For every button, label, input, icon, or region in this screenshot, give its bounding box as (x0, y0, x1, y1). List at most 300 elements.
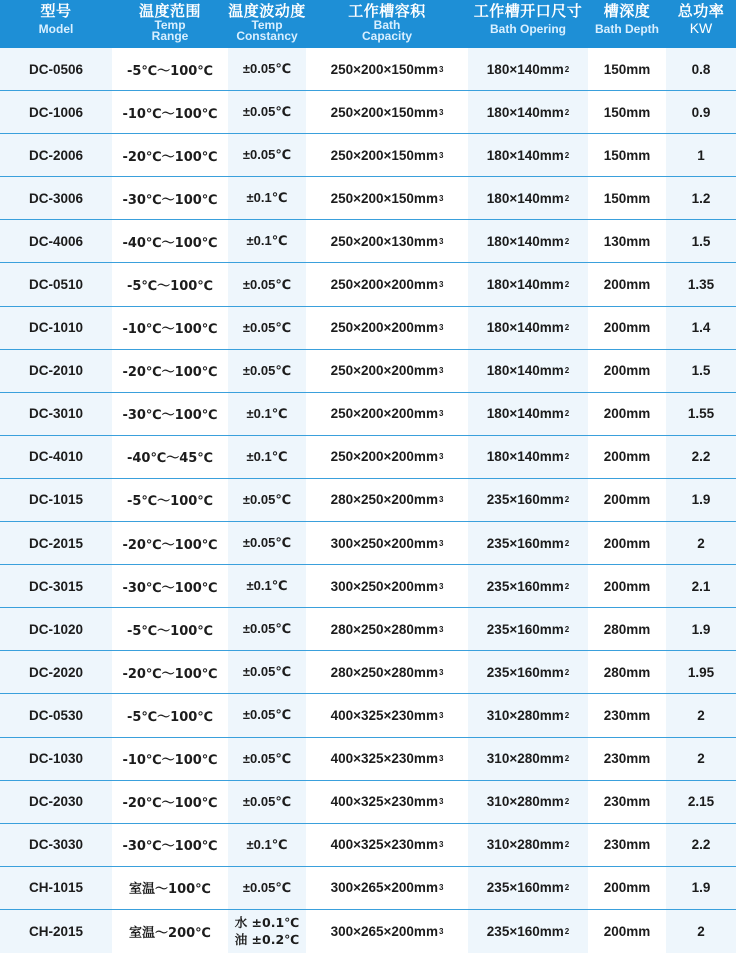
header-temp-constancy-en2: Constancy (236, 29, 298, 43)
cell-model: DC-2015 (0, 522, 112, 564)
temp-range-value: -20℃～100℃ (122, 537, 218, 553)
header-bath-capacity-en1: Bath (373, 18, 401, 32)
header-bath-opening (468, 0, 588, 48)
bath-capacity-unit-exponent: 3 (438, 64, 444, 74)
temp-range-value: -20℃～100℃ (122, 365, 218, 381)
bath-opening-value: 235×160mm (486, 621, 564, 637)
cell-bath-opening (468, 651, 588, 693)
cell-temp-range (112, 134, 228, 176)
table-row (0, 522, 736, 565)
cell-bath-opening (468, 48, 588, 90)
cell-model: DC-4006 (0, 220, 112, 262)
bath-capacity-value: 250×200×200mm (330, 406, 438, 422)
cell-bath-capacity (306, 565, 468, 607)
cell-bath-depth: 150mm (588, 91, 666, 133)
cell-power: 2 (666, 910, 736, 953)
cell-bath-opening (468, 307, 588, 349)
cell-temp-constancy: ±0.05℃ (228, 479, 306, 521)
temp-constancy-line: 水 ±0.1℃ (234, 915, 300, 931)
bath-opening-value: 310×280mm (486, 794, 564, 810)
bath-opening-value: 235×160mm (486, 535, 564, 551)
cell-bath-opening (468, 608, 588, 650)
cell-temp-range (112, 350, 228, 392)
cell-temp-constancy: ±0.05℃ (228, 307, 306, 349)
cell-model: DC-0530 (0, 694, 112, 736)
temp-range-value: -5℃～100℃ (126, 63, 214, 79)
cell-temp-constancy: ±0.05℃ (228, 350, 306, 392)
cell-bath-capacity (306, 867, 468, 909)
header-bath-opening-zh: 工作槽开口尺寸 (473, 2, 583, 20)
table-row (0, 263, 736, 306)
cell-temp-constancy: ±0.05℃ (228, 867, 306, 909)
bath-capacity-value: 250×200×150mm (330, 147, 438, 163)
bath-capacity-unit-exponent: 3 (438, 323, 444, 333)
cell-power: 1.4 (666, 307, 736, 349)
cell-temp-constancy: ±0.1℃ (228, 436, 306, 478)
bath-opening-unit-exponent: 2 (564, 107, 570, 117)
bath-opening-value: 180×140mm (486, 320, 564, 336)
bath-capacity-unit-exponent: 3 (438, 754, 444, 764)
cell-temp-constancy: ±0.05℃ (228, 738, 306, 780)
table-row (0, 393, 736, 436)
table-row (0, 867, 736, 910)
cell-power: 2 (666, 694, 736, 736)
temp-range-value: -30℃～100℃ (122, 839, 218, 855)
bath-opening-value: 180×140mm (486, 406, 564, 422)
bath-capacity-value: 300×250×200mm (330, 535, 438, 551)
cell-bath-capacity (306, 781, 468, 823)
bath-capacity-value: 250×200×200mm (330, 363, 438, 379)
bath-capacity-value: 400×325×230mm (330, 837, 438, 853)
cell-bath-depth: 230mm (588, 824, 666, 866)
cell-temp-constancy: ±0.05℃ (228, 48, 306, 90)
bath-opening-value: 180×140mm (486, 104, 564, 120)
cell-model: DC-2020 (0, 651, 112, 693)
cell-bath-capacity (306, 436, 468, 478)
header-model (0, 0, 112, 48)
cell-model: DC-2006 (0, 134, 112, 176)
temp-range-value: 室温～100℃ (129, 882, 211, 898)
header-bath-capacity (306, 0, 468, 48)
cell-power: 1.5 (666, 350, 736, 392)
bath-capacity-value: 400×325×230mm (330, 751, 438, 767)
bath-opening-value: 180×140mm (486, 233, 564, 249)
bath-capacity-unit-exponent: 3 (438, 409, 444, 419)
cell-bath-opening (468, 220, 588, 262)
cell-model: DC-4010 (0, 436, 112, 478)
bath-opening-value: 180×140mm (486, 190, 564, 206)
cell-bath-depth: 200mm (588, 350, 666, 392)
bath-opening-value: 310×280mm (486, 837, 564, 853)
bath-capacity-unit-exponent: 3 (438, 107, 444, 117)
cell-bath-depth: 130mm (588, 220, 666, 262)
cell-power: 1.5 (666, 220, 736, 262)
temp-range-value: -20℃～100℃ (122, 149, 218, 165)
table-header (0, 0, 736, 48)
header-bath-opening-en: Bath Opering (489, 22, 566, 36)
header-power-en: KW (689, 20, 713, 36)
cell-bath-depth: 150mm (588, 177, 666, 219)
bath-capacity-unit-exponent: 3 (438, 236, 444, 246)
header-bath-capacity-zh: 工作槽容积 (348, 2, 426, 20)
bath-capacity-value: 250×200×130mm (330, 233, 438, 249)
bath-opening-unit-exponent: 2 (564, 926, 570, 936)
header-model-zh: 型号 (40, 2, 72, 20)
bath-opening-unit-exponent: 2 (564, 754, 570, 764)
temp-range-value: -20℃～100℃ (122, 796, 218, 812)
cell-power: 2.2 (666, 824, 736, 866)
cell-temp-constancy: ±0.05℃ (228, 781, 306, 823)
cell-bath-depth: 280mm (588, 608, 666, 650)
temp-range-value: -20℃～100℃ (122, 666, 218, 682)
cell-temp-range (112, 307, 228, 349)
cell-model: DC-0510 (0, 263, 112, 305)
bath-opening-unit-exponent: 2 (564, 64, 570, 74)
bath-opening-unit-exponent: 2 (564, 495, 570, 505)
cell-bath-opening (468, 781, 588, 823)
temp-range-value: -30℃～100℃ (122, 408, 218, 424)
bath-opening-unit-exponent: 2 (564, 409, 570, 419)
header-temp-range-zh: 温度范围 (138, 2, 201, 20)
cell-temp-constancy: ±0.1℃ (228, 565, 306, 607)
table-body (0, 48, 736, 953)
cell-temp-range (112, 393, 228, 435)
cell-bath-depth: 200mm (588, 522, 666, 564)
header-bath-depth-en: Bath Depth (595, 22, 659, 36)
temp-range-value: -10℃～100℃ (122, 106, 218, 122)
cell-power: 2.1 (666, 565, 736, 607)
cell-temp-range (112, 824, 228, 866)
cell-bath-capacity (306, 263, 468, 305)
cell-power: 1 (666, 134, 736, 176)
bath-opening-unit-exponent: 2 (564, 452, 570, 462)
bath-opening-unit-exponent: 2 (564, 236, 570, 246)
bath-capacity-unit-exponent: 3 (438, 452, 444, 462)
bath-capacity-unit-exponent: 3 (438, 667, 444, 677)
bath-opening-value: 235×160mm (486, 578, 564, 594)
cell-temp-range (112, 522, 228, 564)
cell-bath-opening (468, 824, 588, 866)
header-temp-constancy (222, 0, 312, 48)
bath-capacity-unit-exponent: 3 (438, 926, 444, 936)
bath-capacity-unit-exponent: 3 (438, 624, 444, 634)
cell-power: 1.35 (666, 263, 736, 305)
temp-range-value: -40℃～45℃ (126, 451, 214, 467)
cell-model: DC-0506 (0, 48, 112, 90)
bath-opening-unit-exponent: 2 (564, 150, 570, 160)
cell-bath-depth: 200mm (588, 393, 666, 435)
cell-temp-range (112, 479, 228, 521)
bath-capacity-value: 300×250×200mm (330, 578, 438, 594)
cell-power: 0.8 (666, 48, 736, 90)
cell-temp-constancy: ±0.1℃ (228, 824, 306, 866)
cell-bath-depth: 230mm (588, 781, 666, 823)
header-temp-range-en2: Range (151, 29, 189, 43)
table-row (0, 307, 736, 350)
bath-capacity-unit-exponent: 3 (438, 797, 444, 807)
cell-model: DC-3006 (0, 177, 112, 219)
table-row (0, 134, 736, 177)
cell-bath-opening (468, 565, 588, 607)
table-row (0, 608, 736, 651)
bath-opening-unit-exponent: 2 (564, 840, 570, 850)
header-temp-constancy-en1: Temp (251, 18, 283, 32)
bath-capacity-unit-exponent: 3 (438, 280, 444, 290)
bath-capacity-unit-exponent: 3 (438, 840, 444, 850)
header-bath-depth-zh: 槽深度 (603, 2, 651, 20)
cell-bath-capacity (306, 910, 468, 953)
cell-model: DC-3010 (0, 393, 112, 435)
temp-range-value: -30℃～100℃ (122, 192, 218, 208)
cell-temp-constancy: ±0.05℃ (228, 263, 306, 305)
bath-opening-unit-exponent: 2 (564, 538, 570, 548)
cell-bath-opening (468, 479, 588, 521)
bath-opening-value: 235×160mm (486, 664, 564, 680)
temp-range-value: -5℃～100℃ (126, 279, 214, 295)
temp-range-value: -30℃～100℃ (122, 580, 218, 596)
bath-opening-value: 180×140mm (486, 449, 564, 465)
temp-range-value: -5℃～100℃ (126, 494, 214, 510)
header-power-zh: 总功率 (677, 2, 725, 20)
cell-bath-capacity (306, 824, 468, 866)
cell-power: 0.9 (666, 91, 736, 133)
cell-bath-opening (468, 350, 588, 392)
cell-power: 1.9 (666, 608, 736, 650)
cell-power: 2 (666, 522, 736, 564)
cell-temp-range (112, 867, 228, 909)
bath-opening-unit-exponent: 2 (564, 883, 570, 893)
bath-capacity-value: 250×200×200mm (330, 320, 438, 336)
cell-model: DC-2010 (0, 350, 112, 392)
bath-capacity-unit-exponent: 3 (438, 710, 444, 720)
bath-opening-value: 235×160mm (486, 923, 564, 939)
header-temp-range (112, 0, 228, 48)
table-row (0, 350, 736, 393)
cell-temp-range (112, 781, 228, 823)
bath-capacity-value: 300×265×200mm (330, 880, 438, 896)
header-power (666, 0, 736, 48)
cell-temp-range (112, 608, 228, 650)
cell-bath-capacity (306, 479, 468, 521)
cell-temp-range (112, 910, 228, 953)
bath-opening-unit-exponent: 2 (564, 581, 570, 591)
cell-temp-constancy: ±0.05℃ (228, 522, 306, 564)
cell-bath-capacity (306, 694, 468, 736)
bath-capacity-value: 280×250×280mm (330, 621, 438, 637)
cell-bath-opening (468, 393, 588, 435)
cell-bath-depth: 200mm (588, 867, 666, 909)
cell-bath-depth: 200mm (588, 436, 666, 478)
cell-bath-capacity (306, 220, 468, 262)
header-temp-constancy-zh: 温度波动度 (228, 2, 306, 20)
bath-opening-unit-exponent: 2 (564, 366, 570, 376)
cell-temp-constancy: ±0.05℃ (228, 91, 306, 133)
cell-bath-opening (468, 867, 588, 909)
bath-opening-unit-exponent: 2 (564, 667, 570, 677)
cell-bath-opening (468, 694, 588, 736)
cell-bath-depth: 200mm (588, 479, 666, 521)
cell-power: 1.9 (666, 479, 736, 521)
table-row (0, 91, 736, 134)
bath-capacity-value: 250×200×150mm (330, 104, 438, 120)
bath-capacity-value: 250×200×200mm (330, 449, 438, 465)
table-row (0, 177, 736, 220)
cell-model: DC-1030 (0, 738, 112, 780)
bath-capacity-value: 250×200×150mm (330, 190, 438, 206)
bath-opening-unit-exponent: 2 (564, 323, 570, 333)
temp-range-value: -10℃～100℃ (122, 753, 218, 769)
cell-temp-range (112, 694, 228, 736)
cell-model: DC-1020 (0, 608, 112, 650)
bath-opening-value: 310×280mm (486, 751, 564, 767)
cell-temp-constancy: ±0.05℃ (228, 134, 306, 176)
cell-bath-capacity (306, 522, 468, 564)
cell-bath-depth: 230mm (588, 694, 666, 736)
bath-capacity-value: 400×325×230mm (330, 707, 438, 723)
cell-model: DC-2030 (0, 781, 112, 823)
table-row (0, 565, 736, 608)
cell-bath-depth: 200mm (588, 910, 666, 953)
temp-range-value: -5℃～100℃ (126, 709, 214, 725)
bath-capacity-unit-exponent: 3 (438, 495, 444, 505)
cell-power: 2.2 (666, 436, 736, 478)
cell-model: DC-1015 (0, 479, 112, 521)
cell-bath-capacity (306, 350, 468, 392)
bath-opening-value: 180×140mm (486, 147, 564, 163)
cell-bath-depth: 230mm (588, 738, 666, 780)
cell-temp-constancy: ±0.05℃ (228, 651, 306, 693)
cell-bath-opening (468, 177, 588, 219)
cell-bath-depth: 280mm (588, 651, 666, 693)
cell-bath-opening (468, 738, 588, 780)
header-temp-range-en1: Temp (154, 18, 186, 32)
cell-bath-opening (468, 436, 588, 478)
bath-opening-value: 235×160mm (486, 492, 564, 508)
cell-bath-opening (468, 263, 588, 305)
cell-power: 2 (666, 738, 736, 780)
bath-opening-value: 180×140mm (486, 363, 564, 379)
cell-power: 1.55 (666, 393, 736, 435)
bath-capacity-value: 400×325×230mm (330, 794, 438, 810)
cell-bath-opening (468, 910, 588, 953)
table-row (0, 48, 736, 91)
cell-temp-range (112, 651, 228, 693)
bath-opening-value: 310×280mm (486, 707, 564, 723)
temp-range-value: 室温～200℃ (129, 925, 211, 941)
cell-bath-depth: 200mm (588, 565, 666, 607)
cell-bath-capacity (306, 134, 468, 176)
cell-power: 1.9 (666, 867, 736, 909)
table-row (0, 436, 736, 479)
cell-temp-constancy: ±0.1℃ (228, 177, 306, 219)
table-row (0, 220, 736, 263)
bath-opening-unit-exponent: 2 (564, 624, 570, 634)
cell-temp-range (112, 177, 228, 219)
cell-power: 1.95 (666, 651, 736, 693)
bath-capacity-unit-exponent: 3 (438, 883, 444, 893)
table-row (0, 910, 736, 953)
cell-bath-depth: 150mm (588, 48, 666, 90)
cell-temp-range (112, 565, 228, 607)
cell-temp-constancy: ±0.1℃ (228, 220, 306, 262)
bath-capacity-value: 250×200×200mm (330, 277, 438, 293)
cell-bath-capacity (306, 48, 468, 90)
bath-capacity-unit-exponent: 3 (438, 193, 444, 203)
cell-model: DC-1010 (0, 307, 112, 349)
cell-temp-range (112, 436, 228, 478)
bath-capacity-value: 280×250×200mm (330, 492, 438, 508)
bath-capacity-value: 300×265×200mm (330, 923, 438, 939)
temp-range-value: -10℃～100℃ (122, 322, 218, 338)
cell-bath-opening (468, 91, 588, 133)
cell-model: DC-1006 (0, 91, 112, 133)
bath-capacity-unit-exponent: 3 (438, 538, 444, 548)
temp-range-value: -5℃～100℃ (126, 623, 214, 639)
cell-temp-range (112, 263, 228, 305)
cell-power: 2.15 (666, 781, 736, 823)
cell-bath-depth: 150mm (588, 134, 666, 176)
cell-bath-capacity (306, 177, 468, 219)
cell-bath-opening (468, 522, 588, 564)
header-bath-capacity-en2: Capacity (361, 29, 413, 43)
cell-bath-depth: 200mm (588, 263, 666, 305)
cell-temp-range (112, 91, 228, 133)
bath-capacity-value: 280×250×280mm (330, 664, 438, 680)
cell-temp-constancy (228, 910, 306, 953)
temp-constancy-line: 油 ±0.2℃ (234, 932, 300, 948)
cell-bath-capacity (306, 91, 468, 133)
cell-bath-capacity (306, 307, 468, 349)
table-row (0, 694, 736, 737)
table-row (0, 738, 736, 781)
bath-capacity-value: 250×200×150mm (330, 61, 438, 77)
cell-model: DC-3030 (0, 824, 112, 866)
table-row (0, 824, 736, 867)
cell-temp-constancy: ±0.1℃ (228, 393, 306, 435)
cell-bath-capacity (306, 608, 468, 650)
temp-range-value: -40℃～100℃ (122, 235, 218, 251)
bath-opening-unit-exponent: 2 (564, 710, 570, 720)
table-row (0, 651, 736, 694)
header-model-en: Model (38, 22, 74, 36)
cell-model: CH-1015 (0, 867, 112, 909)
cell-temp-range (112, 48, 228, 90)
bath-opening-value: 235×160mm (486, 880, 564, 896)
cell-bath-capacity (306, 651, 468, 693)
table-row (0, 781, 736, 824)
header-bath-depth (588, 0, 666, 48)
cell-temp-range (112, 220, 228, 262)
cell-model: DC-3015 (0, 565, 112, 607)
bath-capacity-unit-exponent: 3 (438, 150, 444, 160)
bath-opening-unit-exponent: 2 (564, 193, 570, 203)
cell-bath-capacity (306, 738, 468, 780)
bath-opening-unit-exponent: 2 (564, 280, 570, 290)
table-row (0, 479, 736, 522)
bath-capacity-unit-exponent: 3 (438, 366, 444, 376)
cell-model: CH-2015 (0, 910, 112, 953)
cell-bath-depth: 200mm (588, 307, 666, 349)
cell-temp-constancy: ±0.05℃ (228, 608, 306, 650)
cell-bath-opening (468, 134, 588, 176)
cell-temp-constancy: ±0.05℃ (228, 694, 306, 736)
bath-opening-value: 180×140mm (486, 61, 564, 77)
bath-capacity-unit-exponent: 3 (438, 581, 444, 591)
cell-power: 1.2 (666, 177, 736, 219)
bath-opening-unit-exponent: 2 (564, 797, 570, 807)
cell-bath-capacity (306, 393, 468, 435)
cell-temp-range (112, 738, 228, 780)
